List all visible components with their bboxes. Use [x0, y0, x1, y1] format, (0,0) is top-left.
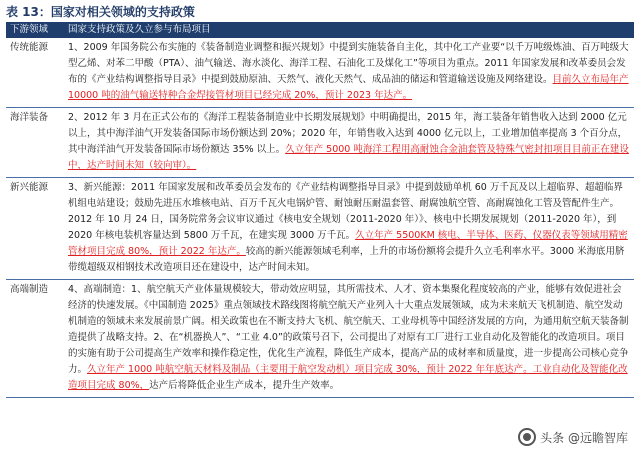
row-field-high-end-manufacturing: 高端制造: [6, 280, 64, 398]
table-caption: 表 13：国家对相关领域的支持政策: [6, 5, 195, 19]
watermark-logo-icon: [518, 428, 536, 446]
project-highlight: 久立年产 5500KM 核电、半导体、医药、仪器仪表等领域用精密管材项目完成 80%，预计 2022 年达产。: [68, 230, 628, 257]
watermark: [516, 428, 630, 446]
project-highlight: 目前久立布局年产 10000 吨的油气输送特种合金焊接管材项目已经完成 20%，预计 2023 年达产。: [68, 74, 629, 101]
policy-table: [6, 22, 634, 398]
row-policy-new-energy: [64, 178, 634, 280]
row-policy-high-end-manufacturing: [64, 280, 634, 398]
table-row: [6, 108, 634, 178]
table-row: [6, 280, 634, 398]
row-field-new-energy: 新兴能源: [6, 178, 64, 280]
row-field-marine-equipment: 海洋装备: [6, 108, 64, 178]
row-field-traditional-energy: 传统能源: [6, 38, 64, 108]
row-policy-marine-equipment: [64, 108, 634, 178]
row-policy-traditional-energy: [64, 38, 634, 108]
policy-text: 4、高端制造：1、航空航天产业体量规模较大，带动效应明显，其所需技术、人才、资本集聚化程度较高的产业，能够有效促进社会经济的快速发展。《中国制造 2025》重点领域技术路线图将航空航天产业列入十大重点发展领域，成为未来航天飞机制造、航空发动机制造的领域未来发展前景广阔。相关政策也在不断支持大飞机、航空航天、工业母机等中国经济发展的方向，为通用航空航天装备制造提供了战略支持。2、在“机器换人”、“工业 4.0”的政策号召下，公司提出了对原有工厂进行工业自动化及智能化的改造项目。项目的实施有助于公司提高生产效率和操作稳定性，优化生产流程，降低生产成本，提高产品的成材率和质量度，进一步提高公司核心竞争力。: [68, 284, 629, 375]
header-field: 下游领域: [6, 22, 64, 38]
table-row: [6, 178, 634, 280]
policy-text: 3、新兴能源：2011 年国家发展和改革委员会发布的《产业结构调整指导目录》中提到鼓励单机 60 万千瓦及以上超临界、超超临界机组电站建设；鼓励先进压水堆核电站、百万千瓦火电锅炉管、耐蚀耐压耐温套管、耐腐蚀航空管、高耐腐蚀化工管及管配件生产。2012 年 10 月 24 日，国务院常务会议审议通过《核电安全规划（2011-2020 年）》、核电中长期发展规划（2011-2020 年），到 2020 年核电装机容量达到 5800 万千瓦，在建实现 3000 万千瓦。: [68, 182, 623, 241]
project-highlight: 久立年产 1000 吨航空航天材料及制品（主要用于航空发动机）项目完成 30%，预计 2022 年年底达产。工业自动化及智能化改造项目完成 80%，: [68, 364, 628, 391]
watermark-text: 头条 @远瞻智库: [540, 430, 628, 445]
policy-tail: 达产后将降低企业生产成本，提升生产效率。: [149, 380, 340, 391]
project-highlight: 久立年产 5000 吨海洋工程用高耐蚀合金油套管及特殊气密封扣项目目前正在建设中，达产时间未知（较向审）。: [68, 144, 629, 171]
policy-text: 2、2012 年 3 月在正式公布的《海洋工程装备制造业中长期发展规划》中明确提出，2015 年，海工装备年销售收入达到 2000 亿元以上，其中海洋油气开发装备国际市场份额达到 20%；2020 年，年销售收入达到 4000 亿元以上，工业增加值率提高 3 个百分点，其中海洋油气开发装备国际市场份额达 35% 以上。: [68, 112, 628, 155]
table-row: [6, 38, 634, 108]
policy-text: 1、2009 年国务院公布实施的《装备制造业调整和振兴规划》中提到实施装备自主化，其中化工产业要“以千万吨级炼油、百万吨级大型乙烯、对苯二甲酸（PTA）、油气输送、海水淡化、海洋工程、石油化工及煤化工”等项目为重点。2011 年国家发展和改革委员会发布的《产业结构调整指导目录》中提到鼓励原油、天然气、液化天然气、成品油的储运和管道输送设施及网络建设。: [68, 42, 629, 85]
table-header-row: [6, 22, 634, 38]
header-policy: 国家支持政策及久立参与布局项目: [64, 22, 634, 38]
policy-tail: 较高的新兴能源领域毛利率，上升的市场份额将会提升久立毛利率水平。3000 米海底用脐带缆超级双相钢技术改造项目还在建设中，达产时间未知。: [68, 246, 625, 273]
